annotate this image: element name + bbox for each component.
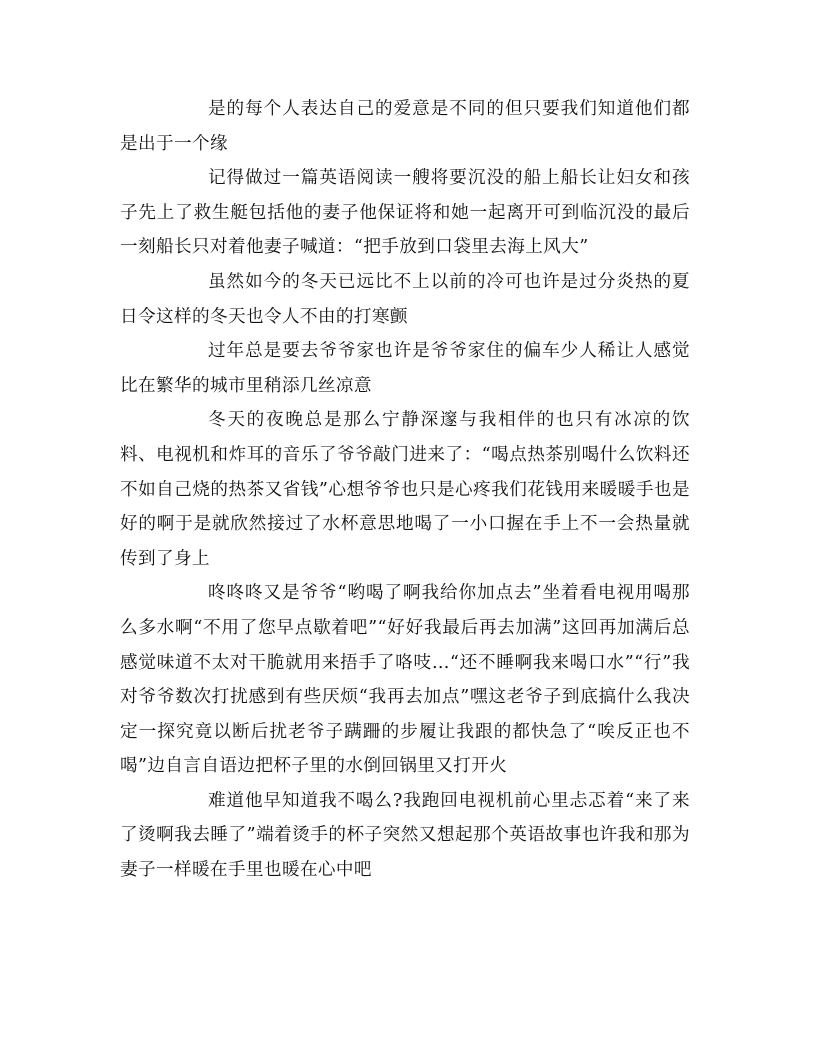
paragraph-6: 咚咚咚又是爷爷“哟喝了啊我给你加点去”坐着看电视用喝那么多水啊“不用了您早点歇着吧”“好好我最后再去加满”这回再加满后总感觉味道不太对干脆就用来捂手了咯吱…“还不睡啊我来喝口水”“行”我对爷爷数次打扰感到有些厌烦“我再去加点”嘿这老爷子到底搞什么我决定一探究竟以断后扰老爷子蹒跚的步履让我跟的都快急了“唉反正也不喝”边自言自语边把杯子里的水倒回锅里又打开火	[120, 583, 690, 777]
paragraph-4: 过年总是要去爷爷家也许是爷爷家住的偏车少人稀让人感觉比在繁华的城市里稍添几丝凉意	[120, 341, 690, 396]
paragraph-7: 难道他早知道我不喝么?我跑回电视机前心里忐忑着“来了来了烫啊我去睡了”端着烫手的杯子突然又想起那个英语故事也许我和那为妻子一样暖在手里也暖在心中吧	[120, 790, 690, 881]
paragraph-2: 记得做过一篇英语阅读一艘将要沉没的船上船长让妇女和孩子先上了救生艇包括他的妻子他保证将和她一起离开可到临沉没的最后一刻船长只对着他妻子喊道：“把手放到口袋里去海上风大”	[120, 168, 690, 258]
paragraph-1: 是的每个人表达自己的爱意是不同的但只要我们知道他们都是出于一个缘	[120, 99, 690, 154]
paragraph-3: 虽然如今的冬天已远比不上以前的冷可也许是过分炎热的夏日令这样的冬天也令人不由的打寒颤	[120, 271, 690, 327]
paragraph-5: 冬天的夜晚总是那么宁静深邃与我相伴的也只有冰凉的饮料、电视机和炸耳的音乐了爷爷敲门进来了：“喝点热茶别喝什么饮料还不如自己烧的热茶又省钱”心想爷爷也只是心疼我们花钱用来暖暖手也是好的啊于是就欣然接过了水杯意思地喝了一小口握在手上不一会热量就传到了身上	[120, 410, 690, 569]
body-text	[120, 92, 690, 888]
